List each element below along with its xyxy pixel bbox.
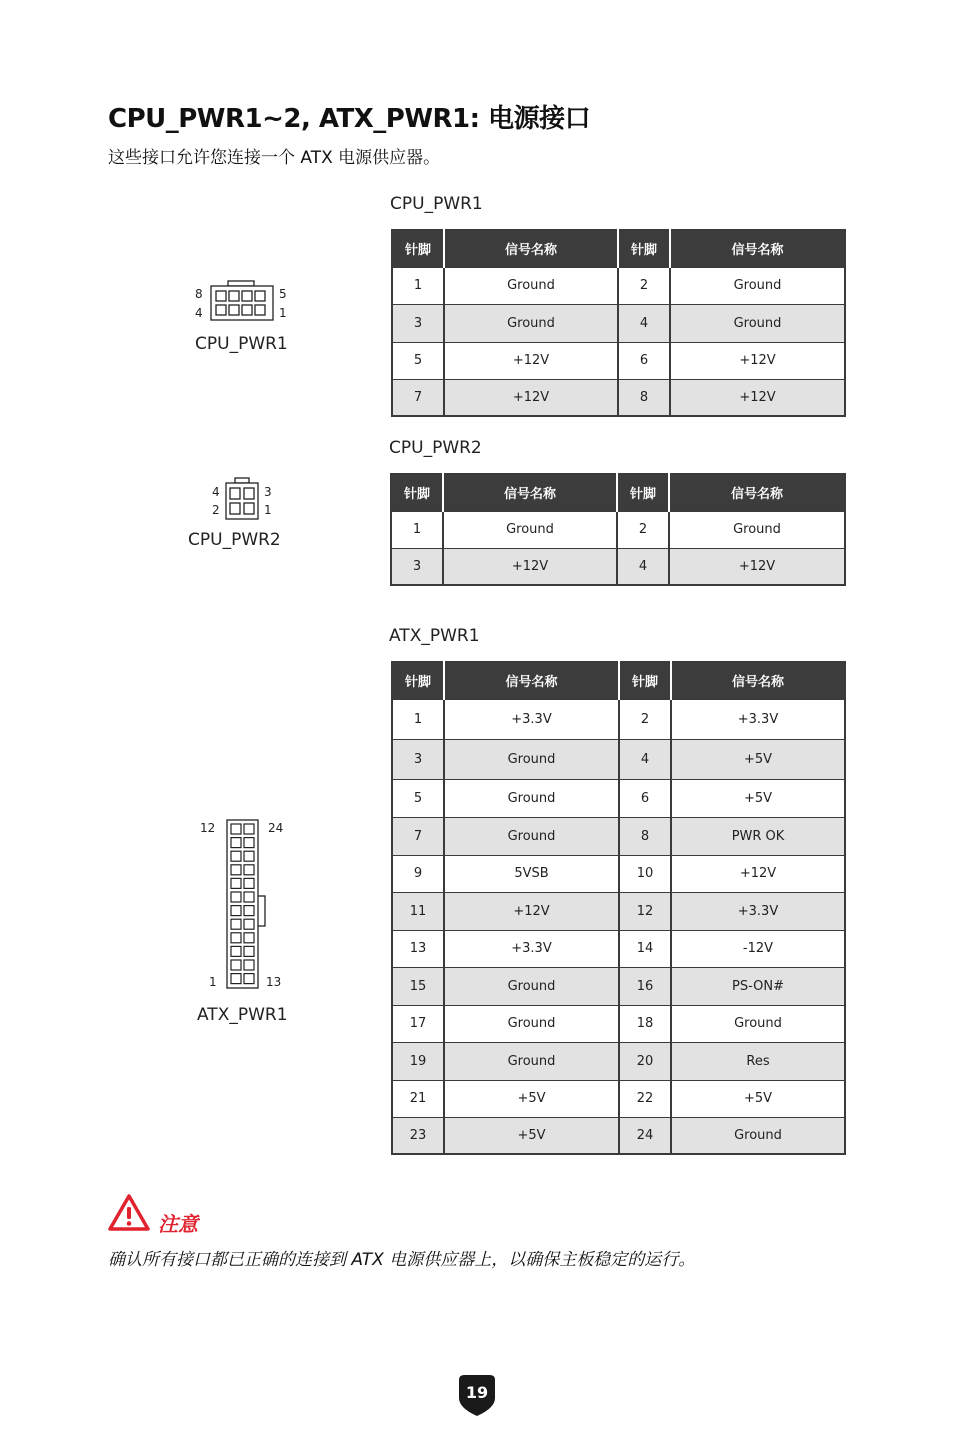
atx-pwr1-section-label: ATX_PWR1 bbox=[389, 626, 480, 646]
table-row bbox=[392, 930, 845, 967]
pin-cell: 2 bbox=[618, 267, 670, 304]
connector-pin bbox=[244, 946, 254, 956]
connector-pin bbox=[231, 851, 241, 861]
table-row bbox=[391, 548, 845, 585]
signal-cell: Ground bbox=[444, 739, 619, 779]
connector-pin bbox=[231, 933, 241, 943]
signal-cell: PWR OK bbox=[671, 817, 845, 855]
pin-label: 5 bbox=[279, 287, 287, 301]
page-title: CPU_PWR1~2, ATX_PWR1: 电源接口 bbox=[108, 104, 591, 134]
table-row bbox=[392, 892, 845, 930]
pin-label: 12 bbox=[200, 821, 216, 835]
pin-cell: 20 bbox=[619, 1042, 671, 1080]
pin-column-header: 针脚 bbox=[392, 662, 444, 699]
signal-cell: +12V bbox=[444, 379, 618, 416]
atx-pwr1-connector-icon bbox=[224, 816, 270, 992]
pin-cell: 6 bbox=[618, 342, 670, 379]
pin-cell: 17 bbox=[392, 1005, 444, 1042]
cpu-pwr1-section-label: CPU_PWR1 bbox=[390, 194, 483, 214]
signal-cell: +12V bbox=[443, 548, 617, 585]
connector-pin bbox=[244, 851, 254, 861]
cpu-pwr1-connector-icon bbox=[208, 279, 276, 323]
connector-pin bbox=[244, 933, 254, 943]
signal-cell: Ground bbox=[444, 304, 618, 342]
cpu-pwr2-pin-table bbox=[390, 473, 846, 586]
signal-cell: Ground bbox=[444, 967, 619, 1005]
pin-cell: 3 bbox=[392, 304, 444, 342]
connector-pin bbox=[231, 865, 241, 875]
pin-cell: 19 bbox=[392, 1042, 444, 1080]
cpu-pwr2-section-label: CPU_PWR2 bbox=[389, 438, 482, 458]
signal-column-header: 信号名称 bbox=[670, 230, 845, 267]
pin-label: 4 bbox=[212, 485, 220, 499]
signal-cell: PS-ON# bbox=[671, 967, 845, 1005]
atx-pwr1-connector-label: ATX_PWR1 bbox=[197, 1005, 288, 1025]
connector-pin bbox=[244, 838, 254, 848]
connector-pin bbox=[231, 892, 241, 902]
table-row bbox=[392, 779, 845, 817]
signal-cell: 5VSB bbox=[444, 855, 619, 892]
signal-cell: +3.3V bbox=[671, 699, 845, 739]
pin-cell: 13 bbox=[392, 930, 444, 967]
pin-cell: 4 bbox=[617, 548, 669, 585]
pin-cell: 15 bbox=[392, 967, 444, 1005]
signal-cell: Ground bbox=[444, 267, 618, 304]
pin-cell: 1 bbox=[392, 267, 444, 304]
pin-column-header: 针脚 bbox=[392, 230, 444, 267]
signal-cell: Ground bbox=[669, 511, 845, 548]
signal-cell: +5V bbox=[444, 1117, 619, 1154]
signal-cell: +5V bbox=[671, 779, 845, 817]
pin-cell: 5 bbox=[392, 342, 444, 379]
table-row bbox=[392, 1005, 845, 1042]
connector-pin bbox=[231, 906, 241, 916]
signal-cell: Res bbox=[671, 1042, 845, 1080]
signal-cell: +3.3V bbox=[444, 699, 619, 739]
intro-text: 这些接口允许您连接一个 ATX 电源供应器。 bbox=[108, 148, 441, 168]
signal-cell: Ground bbox=[444, 817, 619, 855]
connector-pin bbox=[244, 960, 254, 970]
pin-cell: 9 bbox=[392, 855, 444, 892]
signal-cell: Ground bbox=[671, 1005, 845, 1042]
pin-cell: 5 bbox=[392, 779, 444, 817]
connector-pin bbox=[231, 974, 241, 984]
pin-column-header: 针脚 bbox=[391, 474, 443, 511]
pin-cell: 2 bbox=[617, 511, 669, 548]
table-row bbox=[392, 342, 845, 379]
pin-cell: 2 bbox=[619, 699, 671, 739]
pin-cell: 16 bbox=[619, 967, 671, 1005]
notice-text: 确认所有接口都已正确的连接到 ATX 电源供应器上，以确保主板稳定的运行。 bbox=[108, 1250, 696, 1270]
signal-cell: Ground bbox=[671, 1117, 845, 1154]
notice-title: 注意 bbox=[158, 1212, 198, 1236]
pin-label: 1 bbox=[264, 503, 272, 517]
signal-column-header: 信号名称 bbox=[444, 662, 619, 699]
pin-label: 3 bbox=[264, 485, 272, 499]
signal-cell: +5V bbox=[671, 1080, 845, 1117]
table-row bbox=[392, 1042, 845, 1080]
pin-cell: 4 bbox=[619, 739, 671, 779]
signal-cell: Ground bbox=[444, 1005, 619, 1042]
connector-pin bbox=[231, 946, 241, 956]
signal-cell: +5V bbox=[671, 739, 845, 779]
signal-cell: +12V bbox=[670, 379, 845, 416]
signal-column-header: 信号名称 bbox=[444, 230, 618, 267]
pin-cell: 3 bbox=[392, 739, 444, 779]
table-row bbox=[392, 739, 845, 779]
signal-cell: Ground bbox=[670, 267, 845, 304]
table-row bbox=[391, 511, 845, 548]
pin-cell: 7 bbox=[392, 379, 444, 416]
connector-pin bbox=[244, 892, 254, 902]
connector-pin bbox=[231, 919, 241, 929]
connector-pin bbox=[244, 906, 254, 916]
pin-cell: 21 bbox=[392, 1080, 444, 1117]
table-row bbox=[392, 817, 845, 855]
page-number: 19 bbox=[465, 1383, 489, 1402]
signal-cell: +12V bbox=[444, 342, 618, 379]
pin-cell: 6 bbox=[619, 779, 671, 817]
pin-cell: 1 bbox=[392, 699, 444, 739]
signal-cell: +12V bbox=[669, 548, 845, 585]
pin-cell: 8 bbox=[619, 817, 671, 855]
signal-column-header: 信号名称 bbox=[669, 474, 845, 511]
pin-label: 24 bbox=[268, 821, 284, 835]
signal-cell: +3.3V bbox=[444, 930, 619, 967]
pin-cell: 1 bbox=[391, 511, 443, 548]
warning-icon bbox=[107, 1193, 151, 1233]
connector-pin bbox=[231, 838, 241, 848]
atx-pwr1-pin-table bbox=[391, 661, 846, 1155]
signal-cell: -12V bbox=[671, 930, 845, 967]
signal-cell: +5V bbox=[444, 1080, 619, 1117]
connector-pin bbox=[244, 878, 254, 888]
table-row bbox=[392, 967, 845, 1005]
pin-column-header: 针脚 bbox=[618, 230, 670, 267]
pin-column-header: 针脚 bbox=[619, 662, 671, 699]
pin-label: 4 bbox=[195, 306, 203, 320]
connector-pin bbox=[244, 974, 254, 984]
pin-cell: 18 bbox=[619, 1005, 671, 1042]
signal-column-header: 信号名称 bbox=[671, 662, 845, 699]
table-row bbox=[392, 267, 845, 304]
pin-cell: 10 bbox=[619, 855, 671, 892]
signal-column-header: 信号名称 bbox=[443, 474, 617, 511]
pin-cell: 12 bbox=[619, 892, 671, 930]
signal-cell: Ground bbox=[444, 779, 619, 817]
connector-pin bbox=[231, 960, 241, 970]
table-row bbox=[392, 699, 845, 739]
pin-label: 13 bbox=[266, 975, 282, 989]
signal-cell: +12V bbox=[671, 855, 845, 892]
cpu-pwr2-connector-icon bbox=[222, 476, 262, 522]
table-row bbox=[392, 379, 845, 416]
signal-cell: +12V bbox=[670, 342, 845, 379]
table-row bbox=[392, 855, 845, 892]
connector-pin bbox=[244, 919, 254, 929]
signal-cell: +3.3V bbox=[671, 892, 845, 930]
cpu-pwr2-connector-label: CPU_PWR2 bbox=[188, 530, 281, 550]
pin-cell: 7 bbox=[392, 817, 444, 855]
connector-pin bbox=[231, 824, 241, 834]
pin-cell: 23 bbox=[392, 1117, 444, 1154]
pin-label: 8 bbox=[195, 287, 203, 301]
pin-label: 2 bbox=[212, 503, 220, 517]
signal-cell: Ground bbox=[670, 304, 845, 342]
pin-cell: 11 bbox=[392, 892, 444, 930]
connector-pin bbox=[244, 824, 254, 834]
cpu-pwr1-connector-label: CPU_PWR1 bbox=[195, 334, 288, 354]
signal-cell: Ground bbox=[444, 1042, 619, 1080]
pin-cell: 4 bbox=[618, 304, 670, 342]
pin-cell: 24 bbox=[619, 1117, 671, 1154]
cpu-pwr1-pin-table bbox=[391, 229, 846, 417]
pin-cell: 22 bbox=[619, 1080, 671, 1117]
table-row bbox=[392, 1117, 845, 1154]
connector-pin bbox=[231, 878, 241, 888]
signal-cell: Ground bbox=[443, 511, 617, 548]
table-row bbox=[392, 304, 845, 342]
pin-label: 1 bbox=[279, 306, 287, 320]
pin-cell: 14 bbox=[619, 930, 671, 967]
pin-column-header: 针脚 bbox=[617, 474, 669, 511]
pin-cell: 8 bbox=[618, 379, 670, 416]
table-row bbox=[392, 1080, 845, 1117]
connector-pin bbox=[244, 865, 254, 875]
pin-label: 1 bbox=[209, 975, 217, 989]
page-number-badge bbox=[456, 1372, 498, 1418]
pin-cell: 3 bbox=[391, 548, 443, 585]
signal-cell: +12V bbox=[444, 892, 619, 930]
